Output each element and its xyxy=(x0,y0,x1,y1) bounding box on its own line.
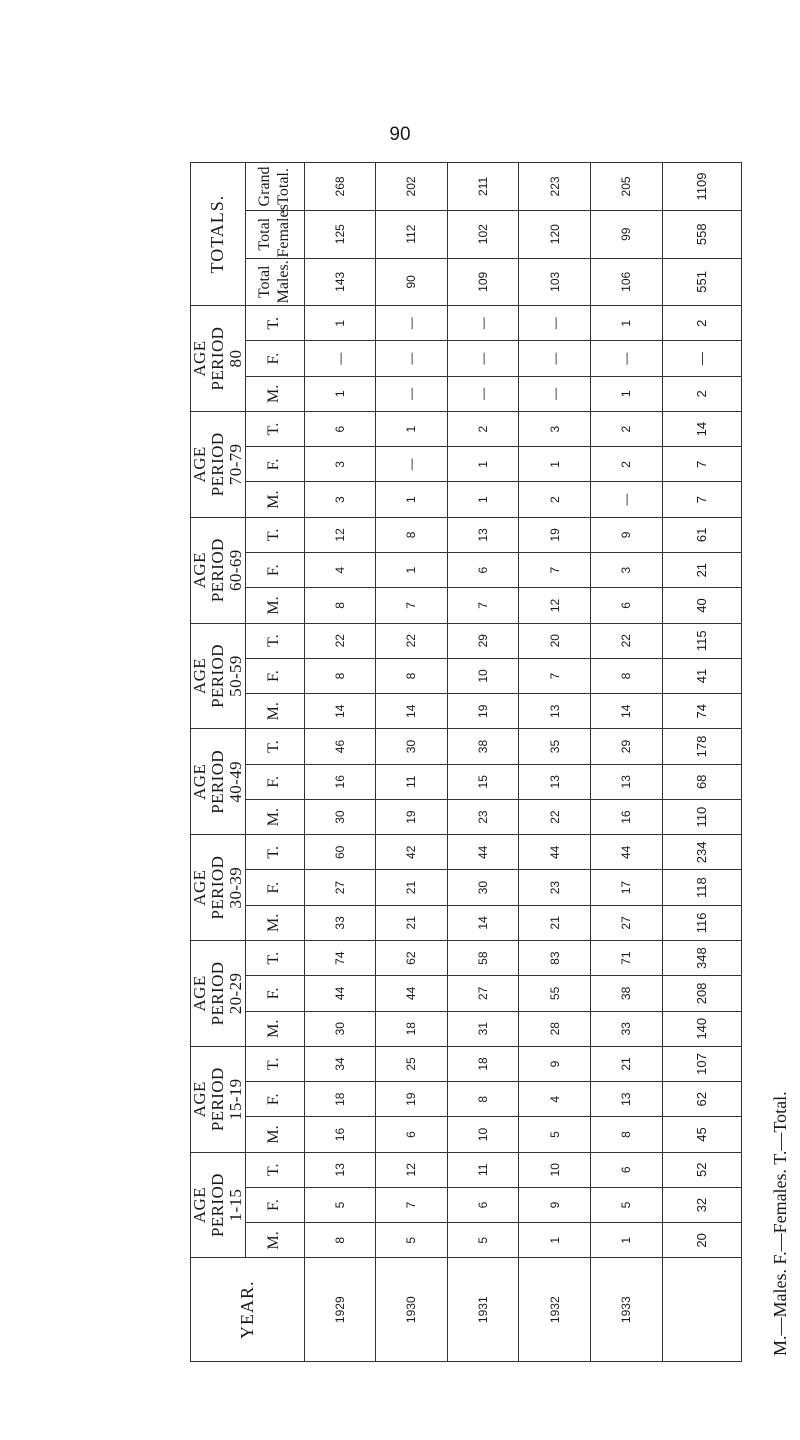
value-cell: — xyxy=(376,341,448,376)
value-cell: 1 xyxy=(376,411,448,446)
age-period-header-line: AGE xyxy=(190,1186,209,1224)
totals-subcolumn-header-line: Total xyxy=(256,265,274,299)
value-cell: 110 xyxy=(662,799,741,834)
subcolumn-header: F. xyxy=(245,976,304,1011)
value-cell: 17 xyxy=(590,870,662,905)
value-cell: 27 xyxy=(447,976,519,1011)
value-cell: 13 xyxy=(519,694,591,729)
value-cell: 1 xyxy=(590,376,662,411)
value-cell: 13 xyxy=(447,517,519,552)
value-cell: 205 xyxy=(590,163,662,211)
value-cell: 1 xyxy=(304,376,376,411)
value-cell: 9 xyxy=(590,517,662,552)
table-row xyxy=(519,163,591,1362)
value-cell: 38 xyxy=(447,729,519,764)
value-cell: 120 xyxy=(519,210,591,258)
value-cell: 22 xyxy=(304,623,376,658)
value-cell: 9 xyxy=(519,1046,591,1081)
table-row xyxy=(376,163,448,1362)
page-number: 90 xyxy=(389,124,411,145)
value-cell: 103 xyxy=(519,258,591,306)
totals-subcolumn-header xyxy=(245,258,304,306)
value-cell: 115 xyxy=(662,623,741,658)
age-period-header xyxy=(191,729,246,835)
value-cell: — xyxy=(304,341,376,376)
table-row xyxy=(590,163,662,1362)
subcolumn-header: T. xyxy=(245,835,304,870)
subcolumn-header: T. xyxy=(245,1046,304,1081)
value-cell: 8 xyxy=(376,517,448,552)
value-cell: 223 xyxy=(519,163,591,211)
statistics-table xyxy=(190,162,742,1362)
subcolumn-header: F. xyxy=(245,764,304,799)
age-period-header-line: AGE xyxy=(190,446,209,483)
value-cell: 12 xyxy=(376,1152,448,1187)
value-cell: 74 xyxy=(662,694,741,729)
value-cell: 14 xyxy=(447,905,519,940)
age-period-header xyxy=(191,411,246,517)
age-period-header-line: 40-49 xyxy=(225,760,245,803)
subcolumn-header: M. xyxy=(245,1011,304,1046)
value-cell: 8 xyxy=(304,588,376,623)
value-cell: 8 xyxy=(304,1223,376,1258)
value-cell: 21 xyxy=(376,870,448,905)
value-cell: 6 xyxy=(590,1152,662,1187)
value-cell: 16 xyxy=(304,764,376,799)
total-row xyxy=(662,163,741,1362)
value-cell: 44 xyxy=(519,835,591,870)
value-cell: 46 xyxy=(304,729,376,764)
value-cell: 3 xyxy=(519,411,591,446)
value-cell: 42 xyxy=(376,835,448,870)
value-cell: 13 xyxy=(519,764,591,799)
value-cell: 1 xyxy=(376,553,448,588)
subcolumn-header: T. xyxy=(245,623,304,658)
subcolumn-header: M. xyxy=(245,905,304,940)
value-cell: 27 xyxy=(304,870,376,905)
value-cell: 116 xyxy=(662,905,741,940)
value-cell: 21 xyxy=(519,905,591,940)
age-period-header-line: 60-69 xyxy=(225,549,245,592)
subcolumn-header: T. xyxy=(245,729,304,764)
value-cell: 10 xyxy=(447,658,519,693)
value-cell: 60 xyxy=(304,835,376,870)
value-cell: 44 xyxy=(447,835,519,870)
value-cell: 22 xyxy=(376,623,448,658)
value-cell: 2 xyxy=(519,482,591,517)
value-cell: 34 xyxy=(304,1046,376,1081)
value-cell: 8 xyxy=(590,1117,662,1152)
year-cell: 1929 xyxy=(304,1258,376,1362)
value-cell: — xyxy=(376,306,448,341)
value-cell: 1 xyxy=(376,482,448,517)
value-cell: 19 xyxy=(376,799,448,834)
value-cell: 6 xyxy=(447,1187,519,1222)
subcolumn-header: T. xyxy=(245,411,304,446)
value-cell: 2 xyxy=(447,411,519,446)
age-period-header-line: AGE xyxy=(190,869,209,906)
value-cell: 7 xyxy=(376,588,448,623)
value-cell: 18 xyxy=(376,1011,448,1046)
age-period-header-line: PERIOD xyxy=(207,538,227,603)
value-cell: 21 xyxy=(590,1046,662,1081)
value-cell: 14 xyxy=(376,694,448,729)
value-cell: 30 xyxy=(447,870,519,905)
value-cell: 6 xyxy=(447,553,519,588)
value-cell: 1 xyxy=(590,306,662,341)
value-cell: 30 xyxy=(304,799,376,834)
age-period-header-line: PERIOD xyxy=(207,1173,227,1237)
subcolumn-header: F. xyxy=(245,658,304,693)
age-period-header-line: AGE xyxy=(190,657,209,695)
value-cell: 234 xyxy=(662,835,741,870)
value-cell: 16 xyxy=(304,1117,376,1152)
subcolumn-header: M. xyxy=(245,799,304,834)
value-cell: — xyxy=(519,341,591,376)
value-cell: 102 xyxy=(447,210,519,258)
value-cell: 2 xyxy=(590,447,662,482)
year-cell: 1931 xyxy=(447,1258,519,1362)
value-cell: 52 xyxy=(662,1152,741,1187)
age-period-header xyxy=(191,306,246,412)
value-cell: 28 xyxy=(519,1011,591,1046)
year-cell xyxy=(662,1258,741,1362)
value-cell: 3 xyxy=(304,482,376,517)
value-cell: 211 xyxy=(447,163,519,211)
value-cell: 21 xyxy=(662,553,741,588)
age-period-header-line: 30-39 xyxy=(225,866,245,909)
age-period-header-line: PERIOD xyxy=(207,749,227,814)
value-cell: 35 xyxy=(519,729,591,764)
subcolumn-header: M. xyxy=(245,1223,304,1258)
age-period-header xyxy=(191,835,246,941)
value-cell: 99 xyxy=(590,210,662,258)
value-cell: 7 xyxy=(662,447,741,482)
value-cell: 4 xyxy=(304,553,376,588)
value-cell: 1 xyxy=(447,482,519,517)
value-cell: 6 xyxy=(304,411,376,446)
value-cell: 30 xyxy=(376,729,448,764)
rotated-table-container xyxy=(190,162,742,1362)
age-period-header-line: 1-15 xyxy=(225,1188,245,1222)
value-cell: 1109 xyxy=(662,163,741,211)
value-cell: 112 xyxy=(376,210,448,258)
value-cell: 7 xyxy=(662,482,741,517)
value-cell: 45 xyxy=(662,1117,741,1152)
value-cell: 109 xyxy=(447,258,519,306)
subcolumn-header: M. xyxy=(245,588,304,623)
value-cell: — xyxy=(519,306,591,341)
value-cell: 15 xyxy=(447,764,519,799)
value-cell: 27 xyxy=(590,905,662,940)
value-cell: 19 xyxy=(519,517,591,552)
value-cell: 16 xyxy=(590,799,662,834)
value-cell: — xyxy=(447,341,519,376)
age-period-header-line: AGE xyxy=(190,975,209,1012)
value-cell: 18 xyxy=(447,1046,519,1081)
value-cell: 31 xyxy=(447,1011,519,1046)
value-cell: 30 xyxy=(304,1011,376,1046)
value-cell: 268 xyxy=(304,163,376,211)
table-header xyxy=(191,163,305,1362)
value-cell: 1 xyxy=(304,306,376,341)
age-period-header-line: PERIOD xyxy=(207,855,227,920)
value-cell: 62 xyxy=(662,1082,741,1117)
value-cell: 140 xyxy=(662,1011,741,1046)
value-cell: 11 xyxy=(376,764,448,799)
year-header: YEAR. xyxy=(191,1258,305,1362)
age-period-header-line: PERIOD xyxy=(207,326,227,391)
value-cell: 7 xyxy=(519,658,591,693)
value-cell: 61 xyxy=(662,517,741,552)
subcolumn-header: F. xyxy=(245,1187,304,1222)
value-cell: 68 xyxy=(662,764,741,799)
value-cell: 8 xyxy=(590,658,662,693)
age-period-header-line: AGE xyxy=(190,1081,209,1118)
value-cell: 29 xyxy=(447,623,519,658)
value-cell: 3 xyxy=(590,553,662,588)
age-period-header xyxy=(191,1046,246,1152)
value-cell: 3 xyxy=(304,447,376,482)
value-cell: 348 xyxy=(662,941,741,976)
value-cell: 10 xyxy=(519,1152,591,1187)
value-cell: 1 xyxy=(447,447,519,482)
value-cell: 208 xyxy=(662,976,741,1011)
value-cell: — xyxy=(376,447,448,482)
value-cell: 202 xyxy=(376,163,448,211)
value-cell: 7 xyxy=(519,553,591,588)
value-cell: 14 xyxy=(304,694,376,729)
subcolumn-header: T. xyxy=(245,1152,304,1187)
value-cell: 1 xyxy=(590,1223,662,1258)
value-cell: 32 xyxy=(662,1187,741,1222)
value-cell: 44 xyxy=(376,976,448,1011)
value-cell: 62 xyxy=(376,941,448,976)
value-cell: 2 xyxy=(662,306,741,341)
value-cell: 19 xyxy=(447,694,519,729)
value-cell: 22 xyxy=(519,799,591,834)
value-cell: 44 xyxy=(590,835,662,870)
value-cell: 19 xyxy=(376,1082,448,1117)
value-cell: 83 xyxy=(519,941,591,976)
header-row-subcolumns xyxy=(245,163,304,1362)
subcolumn-header: T. xyxy=(245,941,304,976)
value-cell: 33 xyxy=(304,905,376,940)
value-cell: 9 xyxy=(519,1187,591,1222)
totals-subcolumn-header-line: Grand xyxy=(256,166,274,207)
value-cell: 55 xyxy=(519,976,591,1011)
totals-subcolumn-header-line: Males. xyxy=(274,260,292,304)
value-cell: 6 xyxy=(590,588,662,623)
value-cell: 143 xyxy=(304,258,376,306)
value-cell: 1 xyxy=(519,1223,591,1258)
totals-subcolumn-header-line: Females xyxy=(274,204,292,258)
subcolumn-header: T. xyxy=(245,517,304,552)
value-cell: 13 xyxy=(590,1082,662,1117)
table-row xyxy=(447,163,519,1362)
value-cell: 38 xyxy=(590,976,662,1011)
value-cell: 11 xyxy=(447,1152,519,1187)
value-cell: 8 xyxy=(447,1082,519,1117)
age-period-header xyxy=(191,623,246,729)
legend-text: M.—Males. F.—Females. T.—Total. xyxy=(770,1091,790,1356)
value-cell: 107 xyxy=(662,1046,741,1081)
value-cell: 558 xyxy=(662,210,741,258)
age-period-header-line: PERIOD xyxy=(207,644,227,708)
age-period-header-line: 50-59 xyxy=(225,655,245,697)
value-cell: 13 xyxy=(590,764,662,799)
subcolumn-header: F. xyxy=(245,341,304,376)
value-cell: 8 xyxy=(304,658,376,693)
totals-subcolumn-header xyxy=(245,163,304,211)
age-period-header-line: PERIOD xyxy=(207,432,227,497)
value-cell: 21 xyxy=(376,905,448,940)
value-cell: — xyxy=(447,306,519,341)
subcolumn-header: M. xyxy=(245,376,304,411)
age-period-header-line: AGE xyxy=(190,763,209,800)
age-period-header-line: PERIOD xyxy=(207,1067,227,1132)
value-cell: 10 xyxy=(447,1117,519,1152)
value-cell: 13 xyxy=(304,1152,376,1187)
value-cell: — xyxy=(376,376,448,411)
value-cell: 33 xyxy=(590,1011,662,1046)
value-cell: 5 xyxy=(519,1117,591,1152)
value-cell: 58 xyxy=(447,941,519,976)
age-period-header-line: 15-19 xyxy=(225,1078,245,1121)
value-cell: 5 xyxy=(590,1187,662,1222)
value-cell: 5 xyxy=(376,1223,448,1258)
value-cell: 18 xyxy=(304,1082,376,1117)
subcolumn-header: F. xyxy=(245,447,304,482)
table-body xyxy=(304,163,741,1362)
subcolumn-header: M. xyxy=(245,694,304,729)
totals-subcolumn-header xyxy=(245,204,304,258)
value-cell: 7 xyxy=(447,588,519,623)
value-cell: — xyxy=(662,341,741,376)
value-cell: 178 xyxy=(662,729,741,764)
year-cell: 1930 xyxy=(376,1258,448,1362)
value-cell: 12 xyxy=(304,517,376,552)
age-period-header xyxy=(191,517,246,623)
age-period-header-line: AGE xyxy=(190,340,209,377)
totals-header: TOTALS. xyxy=(191,163,246,306)
value-cell: 23 xyxy=(447,799,519,834)
year-cell: 1933 xyxy=(590,1258,662,1362)
table-row xyxy=(304,163,376,1362)
value-cell: 90 xyxy=(376,258,448,306)
value-cell: — xyxy=(590,341,662,376)
value-cell: 41 xyxy=(662,658,741,693)
age-period-header-line: 70-79 xyxy=(225,443,245,486)
subcolumn-header: F. xyxy=(245,870,304,905)
value-cell: 12 xyxy=(519,588,591,623)
header-row-groups xyxy=(191,163,246,1362)
value-cell: 22 xyxy=(590,623,662,658)
value-cell: 6 xyxy=(376,1117,448,1152)
subcolumn-header: T. xyxy=(245,306,304,341)
value-cell: 29 xyxy=(590,729,662,764)
value-cell: 2 xyxy=(662,376,741,411)
age-period-header xyxy=(191,941,246,1047)
value-cell: 118 xyxy=(662,870,741,905)
totals-subcolumn-header-line: Total. xyxy=(274,168,292,205)
value-cell: 8 xyxy=(376,658,448,693)
value-cell: — xyxy=(590,482,662,517)
subcolumn-header: F. xyxy=(245,1082,304,1117)
value-cell: 14 xyxy=(590,694,662,729)
value-cell: 40 xyxy=(662,588,741,623)
value-cell: 14 xyxy=(662,411,741,446)
age-period-header xyxy=(191,1152,246,1258)
year-cell: 1932 xyxy=(519,1258,591,1362)
age-period-header-line: AGE xyxy=(190,552,209,589)
value-cell: 74 xyxy=(304,941,376,976)
value-cell: 2 xyxy=(590,411,662,446)
value-cell: 25 xyxy=(376,1046,448,1081)
value-cell: 23 xyxy=(519,870,591,905)
age-period-header-line: PERIOD xyxy=(207,961,227,1026)
value-cell: 125 xyxy=(304,210,376,258)
totals-subcolumn-header-line: Total xyxy=(256,217,274,251)
age-period-header-line: 20-29 xyxy=(225,972,245,1015)
value-cell: 4 xyxy=(519,1082,591,1117)
subcolumn-header: M. xyxy=(245,482,304,517)
value-cell: 7 xyxy=(376,1187,448,1222)
value-cell: 44 xyxy=(304,976,376,1011)
value-cell: 5 xyxy=(447,1223,519,1258)
subcolumn-header: M. xyxy=(245,1117,304,1152)
value-cell: 71 xyxy=(590,941,662,976)
value-cell: 551 xyxy=(662,258,741,306)
value-cell: 106 xyxy=(590,258,662,306)
value-cell: 20 xyxy=(662,1223,741,1258)
value-cell: 20 xyxy=(519,623,591,658)
value-cell: — xyxy=(519,376,591,411)
subcolumn-header: F. xyxy=(245,553,304,588)
value-cell: 5 xyxy=(304,1187,376,1222)
value-cell: — xyxy=(447,376,519,411)
age-period-header-line: 80 xyxy=(225,349,245,368)
value-cell: 1 xyxy=(519,447,591,482)
